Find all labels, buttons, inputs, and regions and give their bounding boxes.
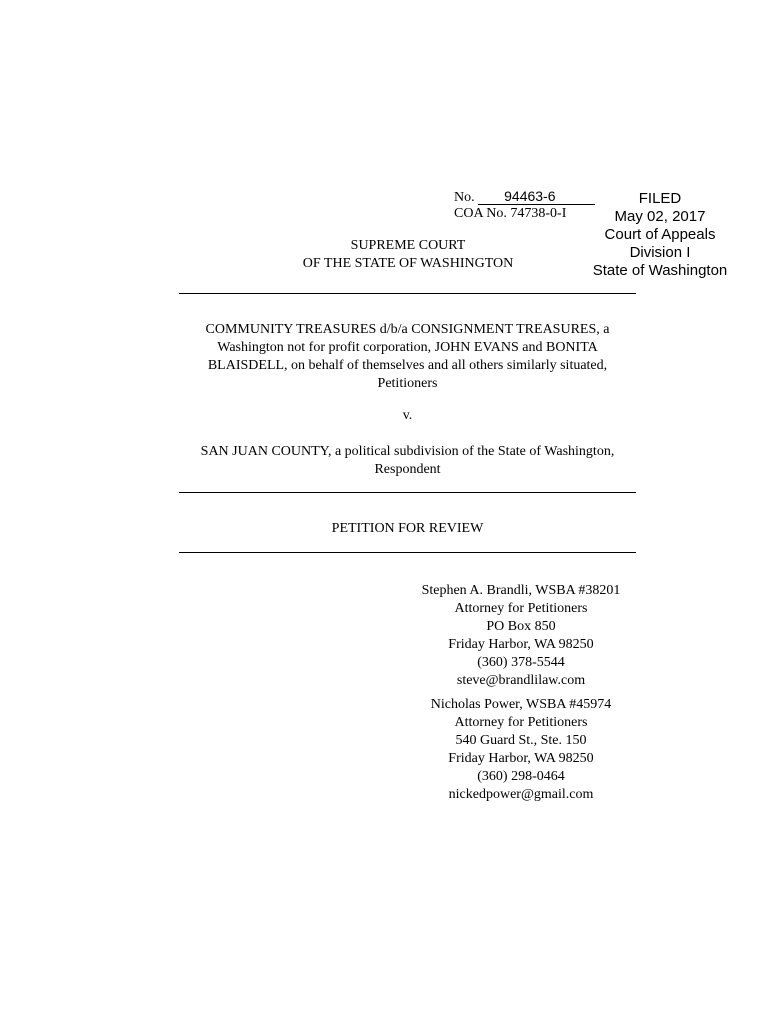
filed-division: Division I xyxy=(629,244,691,261)
petitioners-line-3: BLAISDELL, on behalf of themselves and all others similarly situated, xyxy=(207,358,608,373)
coa-number: COA No. 74738-0-I xyxy=(454,206,567,221)
document-title: PETITION FOR REVIEW xyxy=(331,521,484,536)
court-name xyxy=(288,237,528,273)
divider-top xyxy=(179,293,636,294)
divider-middle xyxy=(179,492,636,493)
respondent-role: Respondent xyxy=(374,462,441,477)
court-line-1: SUPREME COURT xyxy=(350,238,466,253)
case-number-label: No. xyxy=(454,190,475,205)
respondent-block xyxy=(179,443,636,479)
filed-court: Court of Appeals xyxy=(604,226,716,243)
attorney-name: Nicholas Power, WSBA #45974 xyxy=(430,697,612,712)
filed-date: May 02, 2017 xyxy=(614,208,706,225)
attorney-role: Attorney for Petitioners xyxy=(454,601,588,616)
attorney-address-2: Friday Harbor, WA 98250 xyxy=(448,751,594,766)
filed-stamp xyxy=(585,190,735,280)
versus: v. xyxy=(402,408,413,423)
petitioners-line-1: COMMUNITY TREASURES d/b/a CONSIGNMENT TREASURES, a xyxy=(205,322,610,337)
attorney-address-1: PO Box 850 xyxy=(486,619,556,634)
petitioners-block xyxy=(179,321,636,393)
attorney-name: Stephen A. Brandli, WSBA #38201 xyxy=(421,583,621,598)
petitioners-role: Petitioners xyxy=(377,376,438,391)
case-number-value: 94463-6 xyxy=(478,188,595,205)
attorney-address-2: Friday Harbor, WA 98250 xyxy=(448,637,594,652)
attorney-block-1 xyxy=(391,582,651,690)
divider-bottom xyxy=(179,552,636,553)
petitioners-line-2: Washington not for profit corporation, JOHN EVANS and BONITA xyxy=(217,340,598,355)
attorney-address-1: 540 Guard St., Ste. 150 xyxy=(455,733,587,748)
attorney-block-2 xyxy=(391,696,651,804)
attorney-phone: (360) 378-5544 xyxy=(477,655,565,670)
court-line-2: OF THE STATE OF WASHINGTON xyxy=(302,256,514,271)
attorney-email: steve@brandlilaw.com xyxy=(456,673,586,688)
respondent-line-1: SAN JUAN COUNTY, a political subdivision of the State of Washington, xyxy=(200,444,615,459)
attorney-email: nickedpower@gmail.com xyxy=(448,787,594,802)
filed-status: FILED xyxy=(638,190,682,207)
attorney-role: Attorney for Petitioners xyxy=(454,715,588,730)
attorney-phone: (360) 298-0464 xyxy=(477,769,565,784)
filed-state: State of Washington xyxy=(592,262,728,279)
